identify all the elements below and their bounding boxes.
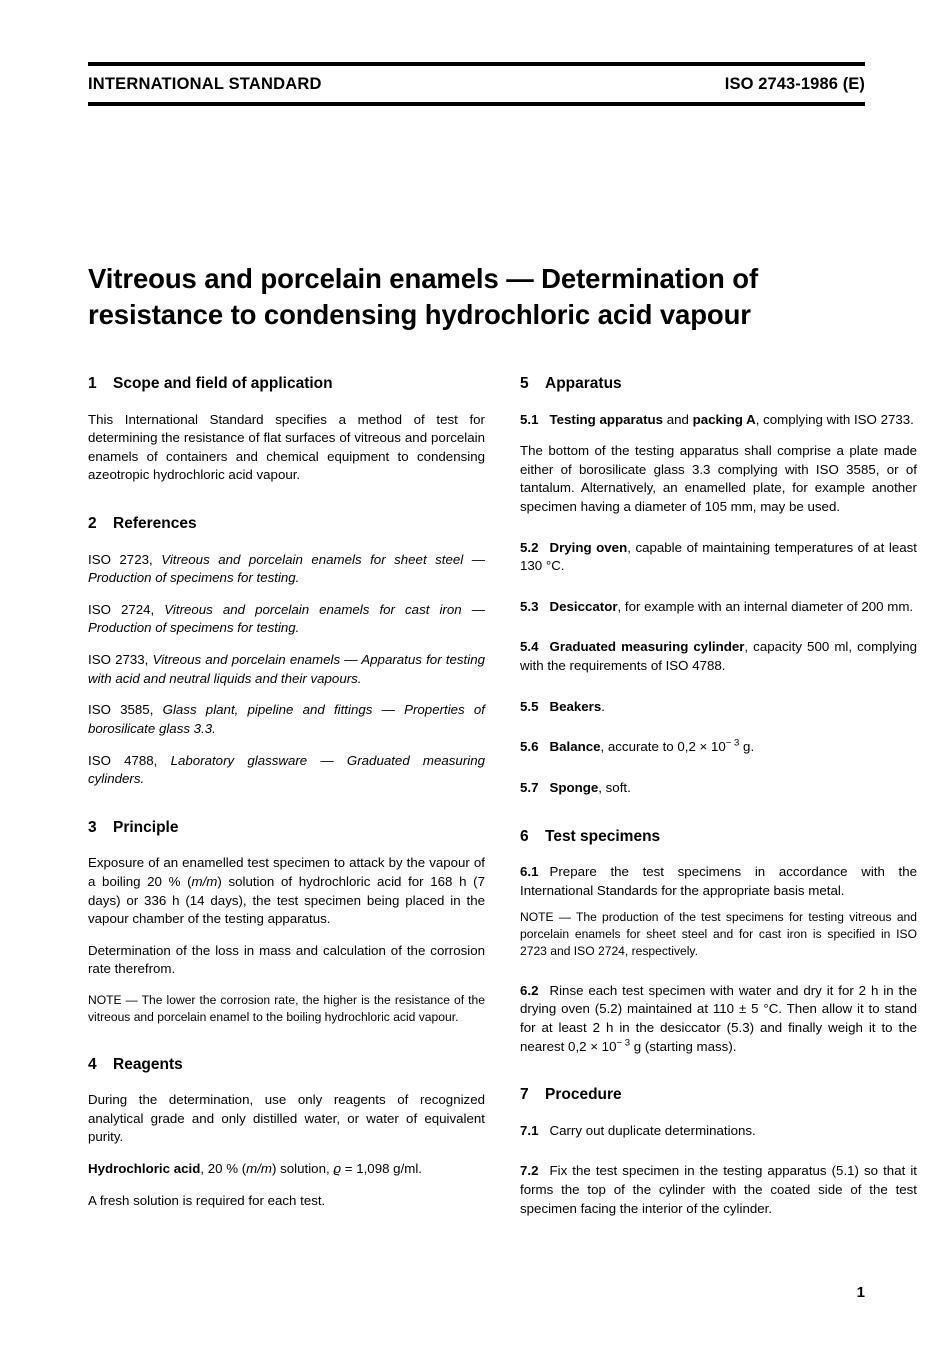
section3-para1-a: Exposure of an enamelled test specimen to attack by the vapour of a boiling 20 % ( [88, 855, 485, 889]
apparatus-name: Beakers [549, 698, 602, 714]
section-number-4: 4 [88, 1055, 97, 1073]
reagent-rho-symbol: ϱ [333, 1160, 342, 1176]
reference-item [88, 701, 485, 738]
reference-item [88, 651, 485, 688]
section-number-1: 1 [88, 375, 97, 392]
apparatus-rest-b: g. [739, 739, 755, 755]
clause-number: 6.2 [520, 982, 539, 998]
reference-item [88, 551, 485, 588]
reference-id: ISO 2724, [88, 601, 155, 617]
apparatus-rest: , for example with an internal diameter of 200 mm. [617, 598, 914, 614]
apparatus-5-1-detail: The bottom of the testing apparatus shall comprise a plate made either of borosilicate glass 3.3 complying with ISO 3585, or of tantalum. Alternatively, an enamelled plate, for example another specimen having a diameter of 105 mm, may be used. [520, 443, 917, 515]
section-number-3: 3 [88, 818, 97, 836]
section4-para2: A fresh solution is required for each test. [88, 1192, 326, 1208]
reference-title: Vitreous and porcelain enamels for cast iron — Production of specimens for testing. [88, 601, 485, 636]
reference-id: ISO 2723, [88, 551, 153, 567]
section-heading-7 [520, 1086, 917, 1105]
clause-number: 5.4 [520, 639, 539, 655]
clause-number: 7.1 [520, 1122, 539, 1138]
section-title-1: Scope and field of application [113, 375, 333, 392]
section3-note: NOTE — The lower the corrosion rate, the higher is the resistance of the vitreous and porcelain enamel to the boiling hydrochloric acid vapour. [88, 992, 485, 1024]
apparatus-item-5-2 [520, 539, 917, 576]
section-heading-5 [520, 375, 917, 394]
section3-para1-b: ) solution of hydrochloric acid for 168 h (7 days) or 336 h (14 days), the test specimen being placed in the vapour chamber of the testing apparatus. [88, 873, 485, 927]
reference-title: Laboratory glassware — Graduated measuring cylinders. [88, 752, 485, 787]
standard-type-label: INTERNATIONAL STANDARD [88, 75, 322, 93]
section-title-7: Procedure [545, 1086, 622, 1104]
clause-6-1 [520, 863, 917, 900]
apparatus-rest: . [601, 698, 605, 714]
standard-number-label: ISO 2743-1986 (E) [724, 75, 865, 93]
page-number: 1 [856, 1284, 865, 1301]
header-row [88, 66, 865, 102]
section-heading-1 [88, 375, 485, 394]
reference-title: Glass plant, pipeline and fittings — Properties of borosilicate glass 3.3. [88, 702, 486, 736]
section-heading-3 [88, 819, 485, 838]
section-heading-2 [88, 515, 485, 534]
apparatus-rest: , capable of maintaining temperatures of at least 130 °C. [520, 539, 917, 574]
clause-number: 5.2 [520, 539, 539, 555]
clause-exponent: − 3 [616, 1037, 631, 1049]
right-column [520, 375, 917, 1218]
section3-para2: Determination of the loss in mass and calculation of the corrosion rate therefrom. [88, 942, 485, 977]
reference-item [88, 601, 485, 638]
apparatus-item-5-3 [520, 598, 917, 617]
clause-number: 5.5 [520, 698, 539, 714]
clause-7-2 [520, 1162, 917, 1218]
apparatus-rest: , capacity 500 ml, complying with the requirements of ISO 4788. [520, 639, 917, 674]
section6-note: NOTE — The production of the test specimens for testing vitreous and porcelain enamels for sheet steel and for cast iron is specified in ISO 2723 and ISO 2724, respectively. [520, 910, 917, 958]
page-header [88, 62, 865, 106]
apparatus-name: Balance [549, 739, 601, 755]
section-title-4: Reagents [113, 1055, 183, 1073]
apparatus-item-5-7 [520, 779, 917, 798]
apparatus-name: Sponge [549, 779, 599, 795]
clause-number: 5.1 [520, 411, 539, 427]
reference-title: Vitreous and porcelain enamels — Apparatus for testing with acid and neutral liquids and their vapours. [88, 652, 485, 686]
reference-item [88, 752, 485, 789]
section-number-5: 5 [520, 375, 529, 392]
reagent-name: Hydrochloric acid [88, 1160, 201, 1176]
section-heading-6 [520, 828, 917, 847]
header-rule-bottom [88, 102, 865, 106]
apparatus-item-5-4 [520, 638, 917, 675]
clause-text: Carry out duplicate determinations. [549, 1122, 756, 1138]
reagent-rest-a: , 20 % ( [200, 1160, 247, 1176]
clause-7-1 [520, 1122, 917, 1141]
clause-number: 6.1 [520, 864, 539, 880]
clause-text: Fix the test specimen in the testing apparatus (5.1) so that it forms the top of the cylinder with the coated side of the test specimen facing the interior of the cylinder. [520, 1163, 917, 1216]
apparatus-name: Testing apparatus [549, 411, 664, 427]
page-title: Vitreous and porcelain enamels — Determination of resistance to condensing hydrochloric acid vapour [88, 263, 759, 331]
section-heading-4 [88, 1056, 485, 1075]
section4-para1: During the determination, use only reagents of recognized analytical grade and only distilled water, or water of equivalent purity. [88, 1092, 485, 1145]
reagent-rest-c: = 1,098 g/ml. [341, 1160, 422, 1176]
reference-id: ISO 2733, [88, 652, 149, 668]
left-column [88, 375, 485, 1210]
reference-id: ISO 3585, [88, 702, 154, 718]
clause-6-2 [520, 982, 917, 1056]
reagent-line [88, 1160, 485, 1179]
clause-number: 7.2 [520, 1163, 539, 1179]
clause-number: 5.6 [520, 739, 539, 755]
apparatus-item-5-5 [520, 698, 917, 717]
apparatus-name: Drying oven [549, 539, 628, 555]
apparatus-rest-a: , accurate to 0,2 × 10 [600, 739, 726, 755]
apparatus-exponent: − 3 [725, 737, 740, 749]
section-title-6: Test specimens [545, 827, 661, 845]
apparatus-item-5-6 [520, 738, 917, 757]
section-number-7: 7 [520, 1086, 529, 1104]
apparatus-rest: , complying with ISO 2733. [755, 411, 914, 427]
reference-id: ISO 4788, [88, 752, 158, 768]
section-title-5: Apparatus [545, 375, 622, 392]
apparatus-name: Desiccator [549, 598, 618, 614]
apparatus-name-2: packing A [692, 411, 756, 427]
section-number-2: 2 [88, 515, 97, 533]
section-title-3: Principle [113, 818, 179, 836]
section-number-6: 6 [520, 827, 529, 845]
clause-text: Prepare the test specimens in accordance with the International Standards for the appropriate basis metal. [520, 864, 917, 898]
apparatus-name: Graduated measuring cylinder [549, 639, 745, 655]
reagent-rest-b: ) solution, [272, 1160, 334, 1176]
apparatus-rest: , soft. [598, 779, 631, 795]
clause-number: 5.7 [520, 779, 539, 795]
reference-title: Vitreous and porcelain enamels for sheet steel — Production of specimens for testing. [88, 551, 486, 586]
clause-number: 5.3 [520, 598, 539, 614]
section3-para1-italic: m/m [191, 873, 218, 889]
clause-text-a: Rinse each test specimen with water and dry it for 2 h in the drying oven (5.2) maintained at 110 ± 5 °C. Then allow it to stand for at least 2 h in the desiccator (5.3) and finally weigh it to the nearest 0,2 × 10 [520, 982, 917, 1054]
section-title-2: References [113, 515, 197, 533]
apparatus-mid: and [663, 411, 693, 427]
section3-para1 [88, 854, 485, 928]
apparatus-item-5-1 [520, 411, 917, 430]
reagent-italic: m/m [246, 1160, 273, 1176]
clause-text-b: g (starting mass). [630, 1038, 737, 1054]
section1-body: This International Standard specifies a method of test for determining the resistance of flat surfaces of vitreous and porcelain enamels of containers and chemical equipment to condensing azeotropic hydrochloric acid vapour. [88, 411, 485, 483]
